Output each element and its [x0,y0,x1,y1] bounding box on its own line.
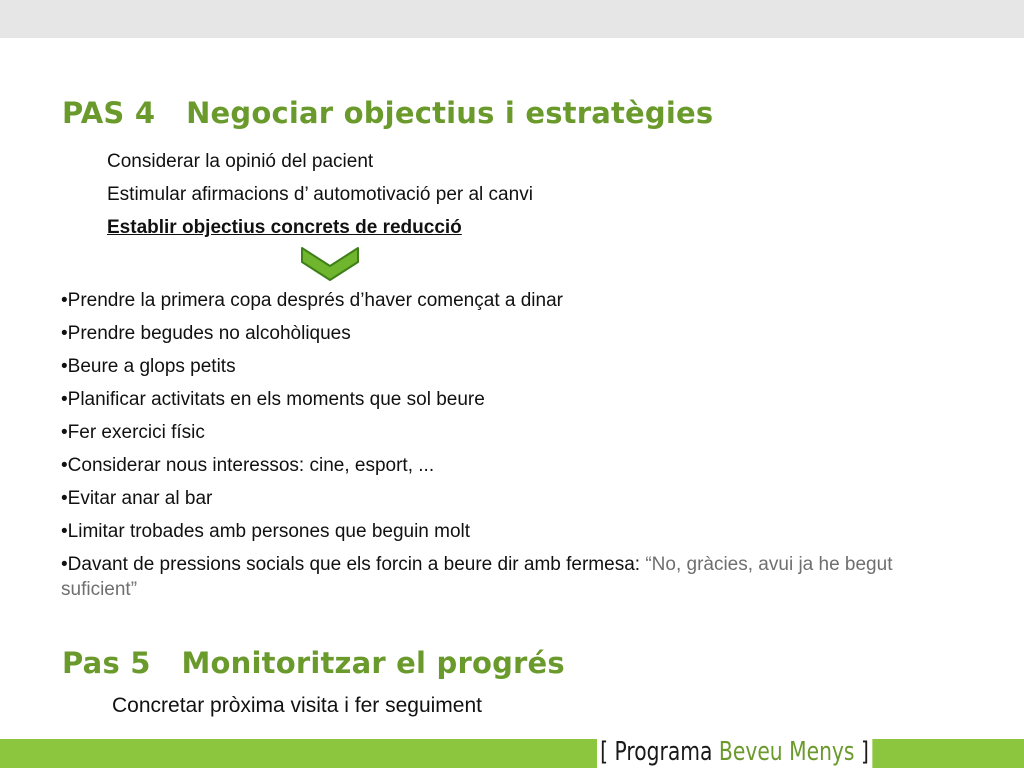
sub-item-patient-opinion: Considerar la opinió del pacient [107,151,374,172]
sub-item-reduction-goals: Establir objectius concrets de reducció [107,217,462,238]
logo-brand: Beveu Menys [718,737,855,767]
program-logo [597,736,872,768]
list-item: •Prendre begudes no alcohòliques [61,323,351,344]
list-item: •Prendre la primera copa després d’haver començat a dinar [61,290,563,311]
strategy-list [61,288,961,610]
chevron-down-icon [300,246,360,282]
step4-title: PAS 4 Negociar objectius i estratègies [62,96,714,130]
list-item: •Beure a glops petits [61,356,236,377]
list-item: •Evitar anar al bar [61,488,213,509]
social-pressure-text: •Davant de pressions socials que els forcin a beure dir amb fermesa: [61,554,646,575]
refusal-quote: “No, gràcies, avui ja he begut suficient” [61,554,893,600]
logo-program: Programa [614,737,719,767]
list-item: •Planificar activitats en els moments que sol beure [61,389,485,410]
top-bar [0,0,1024,38]
sub-item-self-motivation: Estimular afirmacions d’ automotivació per al canvi [107,184,533,205]
logo-close-bracket: ] [854,737,869,767]
list-item-social-pressure [61,552,961,602]
step5-title: Pas 5 Monitoritzar el progrés [62,646,565,680]
list-item: •Fer exercici físic [61,422,205,443]
step5-detail: Concretar pròxima visita i fer seguiment [112,694,482,717]
logo-open-bracket: [ [600,737,615,767]
step4-sub-items [107,148,533,247]
list-item: •Limitar trobades amb persones que beguin molt [61,521,471,542]
list-item: •Considerar nous interessos: cine, esport, ... [61,455,435,476]
